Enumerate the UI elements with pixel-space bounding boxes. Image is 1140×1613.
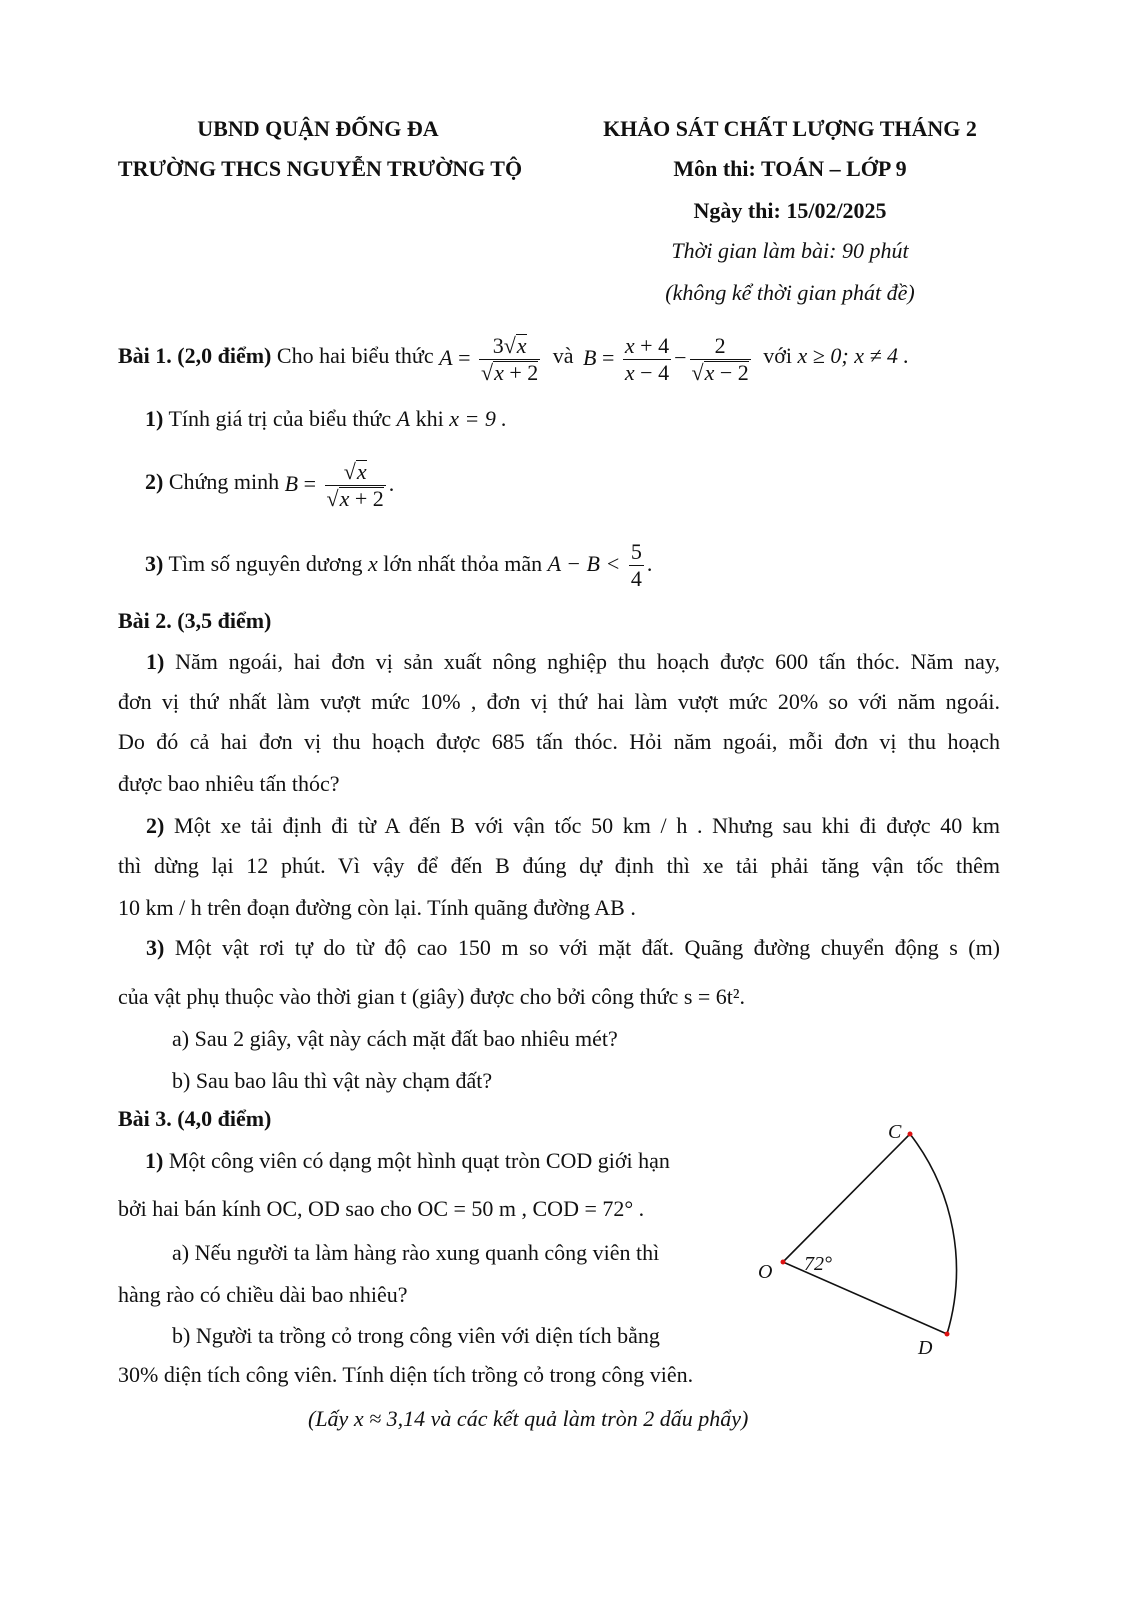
q1-when: khi bbox=[415, 406, 444, 431]
bai1-condition: x ≥ 0; x ≠ 4 . bbox=[797, 343, 910, 368]
expr-B: B = $\frac{x + 4}{x - 4}$ − $\frac{2}{√x - 2}$ bbox=[583, 333, 749, 386]
radius-OC bbox=[783, 1134, 910, 1262]
exam-duration-note: (không kể thời gian phát đề) bbox=[665, 280, 915, 305]
exam-date: Ngày thi: 15/02/2025 bbox=[693, 198, 887, 223]
sector-figure bbox=[740, 1110, 1000, 1370]
bai3-p1-line2: bởi hai bán kính OC, OD sao cho OC = 50 m , COD = 72° . bbox=[118, 1196, 645, 1221]
q3-var: x bbox=[367, 551, 378, 576]
label-D: D bbox=[918, 1337, 933, 1359]
bai3-b-line2: 30% diện tích công viên. Tính diện tích trồng cỏ trong công viên. bbox=[118, 1362, 694, 1387]
bai3-a-line2: hàng rào có chiều dài bao nhiêu? bbox=[118, 1282, 408, 1307]
bai3-p1-text1: Một công viên có dạng một hình quạt tròn COD giới hạn bbox=[168, 1148, 670, 1173]
sector-arc bbox=[910, 1134, 956, 1334]
expr-B-proof: B = $\frac{√x}{√x + 2}$ . bbox=[284, 459, 395, 512]
bai2-p1-line2: đơn vị thứ nhất làm vượt mức 10% , đơn vị thứ hai làm vượt mức 20% so với năm ngoái. bbox=[118, 689, 1000, 714]
q2-text: Chứng minh bbox=[168, 469, 280, 494]
q2-number: 2) bbox=[145, 469, 164, 494]
q3-inequality: A − B < bbox=[547, 551, 621, 576]
bai2-p2-text1: Một xe tải định đi từ A đến B với vận tốc 50 km / h . Nhưng sau khi đi được 40 km bbox=[174, 813, 1001, 838]
exam-title: KHẢO SÁT CHẤT LƯỢNG THÁNG 2 bbox=[603, 116, 977, 141]
bai2-p1-line3: Do đó cả hai đơn vị thu hoạch được 685 tấn thóc. Hỏi năm ngoái, mỗi đơn vị thu hoạch bbox=[118, 729, 1000, 754]
exam-subject: Môn thi: TOÁN – LỚP 9 bbox=[673, 156, 907, 181]
bai2-p3-number: 3) bbox=[146, 935, 165, 960]
bai1-title: Bài 1. (2,0 điểm) bbox=[118, 343, 272, 368]
q1-value: x = 9 . bbox=[449, 406, 507, 431]
q1-var: A bbox=[396, 406, 411, 431]
q3-text2: lớn nhất thỏa mãn bbox=[383, 551, 543, 576]
bai2-p1-line4: được bao nhiêu tấn thóc? bbox=[118, 771, 340, 796]
bai2-p3-b: b) Sau bao lâu thì vật này chạm đất? bbox=[172, 1068, 493, 1093]
bai2-p3-a: a) Sau 2 giây, vật này cách mặt đất bao nhiêu mét? bbox=[172, 1026, 618, 1051]
bai2-title: Bài 2. (3,5 điểm) bbox=[118, 608, 272, 633]
expr-A: A = $\frac{3√x}{√x + 2}$ bbox=[439, 333, 539, 386]
bai3-a-line1: a) Nếu người ta làm hàng rào xung quanh công viên thì bbox=[172, 1240, 660, 1265]
label-O: O bbox=[758, 1261, 773, 1283]
exam-duration: Thời gian làm bài: 90 phút bbox=[671, 238, 909, 263]
bai3-p1-number: 1) bbox=[145, 1148, 164, 1173]
bai2-p3-text1: Một vật rơi tự do từ độ cao 150 m so với mặt đất. Quãng đường chuyển động s (m) bbox=[174, 935, 1001, 960]
bai1-statement bbox=[118, 328, 909, 386]
label-C: C bbox=[888, 1121, 902, 1143]
bai2-p3-line1 bbox=[118, 935, 1000, 961]
bai3-note: (Lấy x ≈ 3,14 và các kết quả làm tròn 2 dấu phẩy) bbox=[308, 1406, 749, 1431]
bai1-intro: Cho hai biểu thức bbox=[276, 343, 434, 368]
bai2-p1-number: 1) bbox=[146, 649, 165, 674]
q3-number: 3) bbox=[145, 551, 164, 576]
bai1-cond-word: với bbox=[763, 343, 793, 368]
q1-number: 1) bbox=[145, 406, 164, 431]
angle-label: 72° bbox=[804, 1253, 832, 1275]
bai1-q1 bbox=[145, 406, 507, 432]
bai2-p1-line1 bbox=[118, 649, 1000, 675]
bai3-p1-line1 bbox=[145, 1148, 670, 1174]
bai3-title: Bài 3. (4,0 điểm) bbox=[118, 1106, 272, 1131]
point-C bbox=[908, 1132, 913, 1137]
q3-fraction: $\frac{5}{4}$ bbox=[630, 539, 642, 592]
q3-text: Tìm số nguyên dương bbox=[168, 551, 363, 576]
bai1-q3: 3) Tìm số nguyên dương x lớn nhất thỏa mãn A − B < $\frac{5}{4}$ . bbox=[145, 539, 653, 592]
bai2-p2-line1 bbox=[118, 813, 1000, 839]
bai2-p2-line2: thì dừng lại 12 phút. Vì vậy để đến B đúng dự định thì xe tải phải tăng vận tốc thêm bbox=[118, 853, 1000, 878]
point-O bbox=[781, 1260, 786, 1265]
bai2-p2-number: 2) bbox=[146, 813, 165, 838]
school-name: TRƯỜNG THCS NGUYỄN TRƯỜNG TỘ bbox=[117, 156, 523, 181]
bai2-p2-line3: 10 km / h trên đoạn đường còn lại. Tính quãng đường AB . bbox=[118, 895, 636, 920]
q1-text: Tính giá trị của biểu thức bbox=[168, 406, 392, 431]
bai2-p3-line2: của vật phụ thuộc vào thời gian t (giây) được cho bởi công thức s = 6t². bbox=[118, 984, 745, 1009]
bai1-and: và bbox=[552, 343, 574, 368]
bai1-q2 bbox=[145, 452, 394, 514]
bai3-b-line1: b) Người ta trồng cỏ trong công viên với diện tích bằng bbox=[172, 1323, 660, 1348]
point-D bbox=[945, 1332, 950, 1337]
bai2-p1-text1: Năm ngoái, hai đơn vị sản xuất nông nghiệp thu hoạch được 600 tấn thóc. Năm nay, bbox=[175, 649, 1000, 674]
school-district: UBND QUẬN ĐỐNG ĐA bbox=[197, 116, 439, 141]
